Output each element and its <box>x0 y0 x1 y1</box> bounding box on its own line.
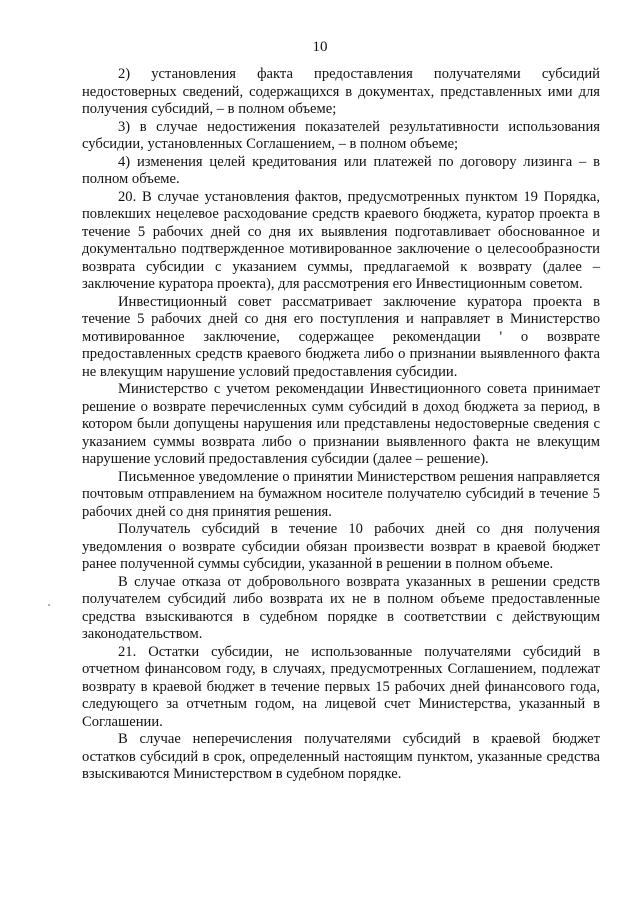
paragraph-non-transfer: В случае неперечисления получателями субсидий в краевой бюджет остатков субсидий в срок, определенный настоящим пунктом, указанные средства взыскиваются Министерством в судебном порядке. <box>82 731 600 782</box>
paragraph-item-4: 4) изменения целей кредитования или платежей по договору лизинга – в полном объеме. <box>82 153 600 187</box>
paragraph-item-2: 2) установления факта предоставления получателями субсидий недостоверных сведений, содержащихся в документах, представленных ими для получения субсидий, – в полном объеме; <box>82 66 600 117</box>
paragraph-item-3: 3) в случае недостижения показателей результативности использования субсидии, установленных Соглашением, – в полном объеме; <box>82 118 600 152</box>
document-body <box>82 66 600 784</box>
paragraph-ministry-decision: Министерство с учетом рекомендации Инвестиционного совета принимает решение о возврате перечисленных сумм субсидий в доход бюджета за период, в котором были допущены нарушения или представлены недостоверные сведения с указанием суммы возврата либо о признании выявленного факта не влекущим нарушение условий предоставления субсидии (далее – решение). <box>82 381 600 467</box>
paragraph-recipient-return: Получатель субсидий в течение 10 рабочих дней со дня получения уведомления о возврате субсидии обязан произвести возврат в краевой бюджет ранее полученной суммы субсидии, указанной в решении в полном объеме. <box>82 521 600 572</box>
paragraph-investment-council: Инвестиционный совет рассматривает заключение куратора проекта в течение 5 рабочих дней со дня его поступления и направляет в Министерство мотивированное заключение, содержащее рекомендации ' о возврате предоставленных средств краевого бюджета либо о признании выявленного факта не влекущим нарушение условий предоставления субсидии. <box>82 293 600 380</box>
paragraph-clause-20: 20. В случае установления фактов, предусмотренных пунктом 19 Порядка, повлекших нецелевое расходование средств краевого бюджета, куратор проекта в течение 5 рабочих дней со дня их выявления подготавливает обоснованное и документально подтвержденное мотивированное заключение о целесообразности возврата субсидии с указанием суммы, предлагаемой к возврату (далее – заключение куратора проекта), для рассмотрения его Инвестиционным советом. <box>82 188 600 292</box>
scan-speck <box>48 604 50 606</box>
page-number: 10 <box>312 39 328 55</box>
paragraph-clause-21: 21. Остатки субсидии, не использованные получателями субсидий в отчетном финансовом году, в случаях, предусмотренных Соглашением, подлежат возврату в краевой бюджет в течение первых 15 рабочих дней финансового года, следующего за отчетным годом, на лицевой счет Министерства, указанный в Соглашении. <box>82 643 600 730</box>
paragraph-refusal-case: В случае отказа от добровольного возврата указанных в решении средств получателем субсидий либо возврата их не в полном объеме предоставленные средства взыскиваются в судебном порядке в соответствии с действующим законодательством. <box>82 573 600 642</box>
paragraph-written-notice: Письменное уведомление о принятии Министерством решения направляется почтовым отправлением на бумажном носителе получателю субсидий в течение 5 рабочих дней со дня принятия решения. <box>82 468 600 520</box>
